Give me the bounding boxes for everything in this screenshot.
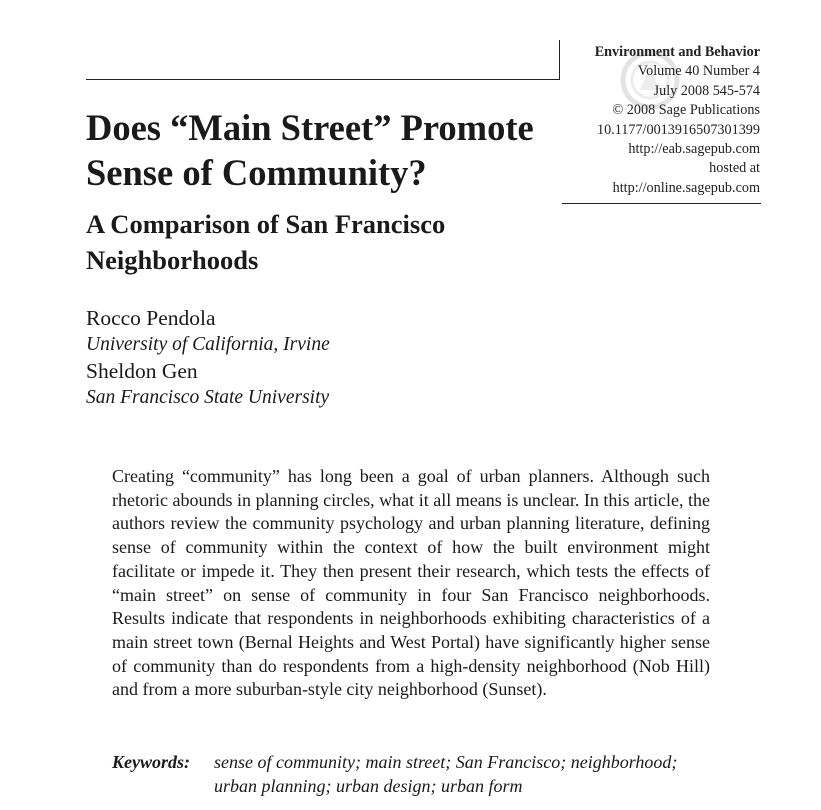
header-rule xyxy=(86,79,560,80)
header-rule-vertical xyxy=(559,40,560,80)
journal-name: Environment and Behavior xyxy=(594,44,760,60)
paper-title-line: Sense of Community? xyxy=(86,152,427,193)
journal-date-pages: July 2008 545-574 xyxy=(653,82,760,99)
journal-url[interactable]: http://eab.sagepub.com xyxy=(628,141,760,158)
paper-title-line: Does “Main Street” Promote xyxy=(86,107,534,148)
author-name: Rocco Pendola xyxy=(86,306,216,330)
paper-subtitle xyxy=(86,206,445,278)
author-affiliation: San Francisco State University xyxy=(86,386,330,408)
paper-subtitle-line: A Comparison of San Francisco xyxy=(86,209,446,239)
journal-hosted-at: hosted at xyxy=(709,160,760,177)
journal-host-url[interactable]: http://online.sagepub.com xyxy=(612,179,760,196)
paper-title xyxy=(86,105,534,195)
journal-copyright: © 2008 Sage Publications xyxy=(612,102,760,119)
journal-volume: Volume 40 Number 4 xyxy=(637,63,760,80)
paper-subtitle-line: Neighborhoods xyxy=(86,245,259,275)
journal-info xyxy=(595,43,760,198)
abstract: Creating “community” has long been a goal of urban planners. Although such rhetoric abounds in planning circles, what it all means is unclear. In this article, the authors review the community psychology and urban planning literature, defining sense of community within the context of how the built environment might facilitate or impede it. They then present their research, which tests the effects of “main street” on sense of community in four San Francisco neighborhoods. Results indicate that respondents in neighborhoods exhibiting characteristics of a main street town (Bernal Heights and West Portal) have significantly higher sense of community than do respondents from a high-density neighborhood (Nob Hill) and from a more suburban-style city neighborhood (Sunset). xyxy=(112,466,710,700)
keywords-line: sense of community; main street; San Francisco; neighborhood; xyxy=(214,752,678,772)
author-list xyxy=(86,305,330,411)
journal-doi: 10.1177/0013916507301399 xyxy=(596,121,760,138)
journal-info-rule xyxy=(562,203,761,204)
keywords-line: urban planning; urban design; urban form xyxy=(214,775,523,796)
author-affiliation: University of California, Irvine xyxy=(86,333,330,355)
keywords-label: Keywords: xyxy=(112,752,190,772)
author-name: Sheldon Gen xyxy=(86,359,198,383)
